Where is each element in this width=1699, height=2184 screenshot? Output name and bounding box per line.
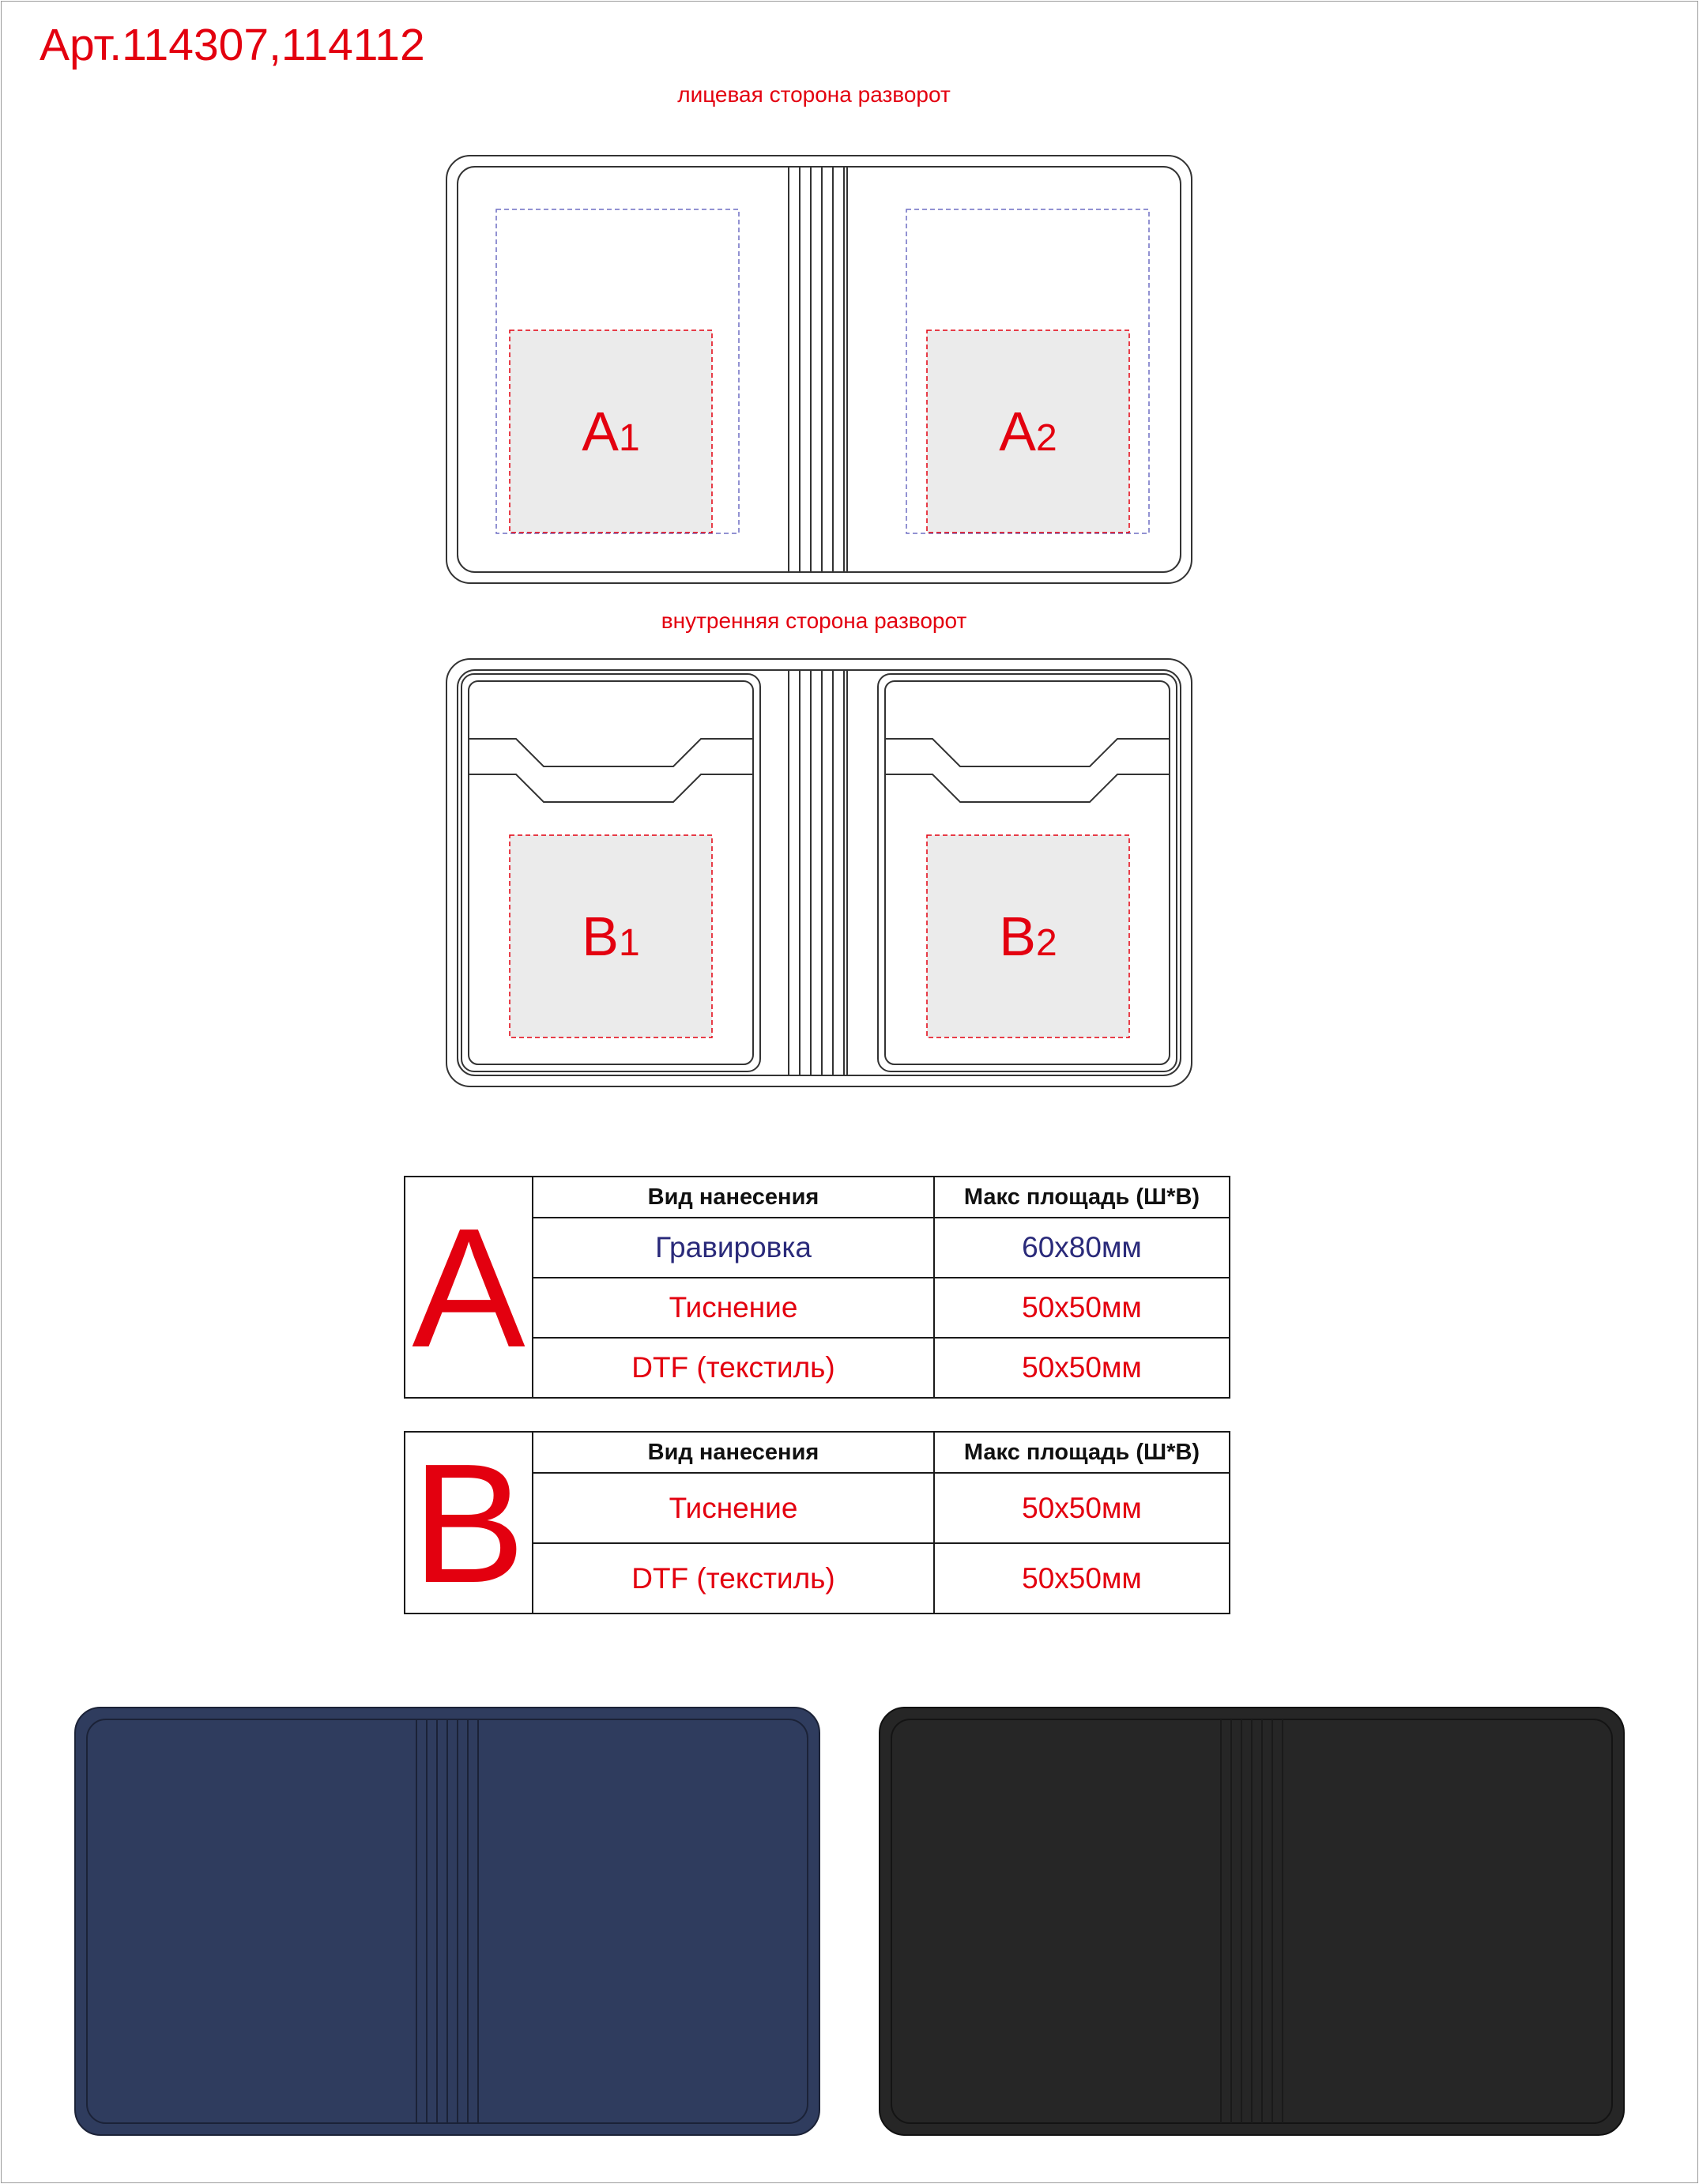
table-b-row-1-area: 50x50мм: [934, 1473, 1230, 1543]
caption-outer-spread: лицевая сторона разворот: [677, 82, 951, 107]
navy-cover-sample: [75, 1708, 819, 2135]
table-a-header-method: Вид нанесения: [533, 1177, 934, 1218]
caption-inner-spread: внутренняя сторона разворот: [661, 608, 967, 633]
zone-b2-label: B2: [999, 906, 1057, 967]
outer-spread-drawing: [446, 156, 1192, 583]
black-cover-sample: [880, 1708, 1624, 2135]
table-b-row-2-method: DTF (текстиль): [533, 1543, 934, 1614]
inner-spine: [789, 670, 847, 1075]
inner-spread-drawing: [446, 659, 1192, 1086]
card-pockets-left: [469, 739, 753, 802]
table-b-header-area: Макс площадь (Ш*В): [934, 1432, 1230, 1473]
outer-spine: [789, 167, 847, 572]
table-a-row-3-method: DTF (текстиль): [533, 1338, 934, 1398]
table-b-row-1-method: Тиснение: [533, 1473, 934, 1543]
zone-b1-label: B1: [582, 906, 640, 967]
article-number: Арт.114307,114112: [40, 20, 425, 70]
table-b-header-method: Вид нанесения: [533, 1432, 934, 1473]
table-a-letter: A: [405, 1177, 533, 1398]
table-zone-a: [404, 1176, 1230, 1399]
table-a-row-1-area: 60x80мм: [934, 1218, 1230, 1278]
table-a-row-2-area: 50x50мм: [934, 1278, 1230, 1338]
table-b-row-2-area: 50x50мм: [934, 1543, 1230, 1614]
zone-a1-label: A1: [582, 401, 640, 462]
card-pockets-right: [885, 739, 1170, 802]
table-a-row-1-method: Гравировка: [533, 1218, 934, 1278]
table-a-row-3-area: 50x50мм: [934, 1338, 1230, 1398]
table-zone-b: [404, 1427, 1230, 1618]
table-a-row-2-method: Тиснение: [533, 1278, 934, 1338]
table-b-letter: B: [405, 1432, 533, 1614]
table-a-header-area: Макс площадь (Ш*В): [934, 1177, 1230, 1218]
zone-a2-label: A2: [999, 401, 1057, 462]
